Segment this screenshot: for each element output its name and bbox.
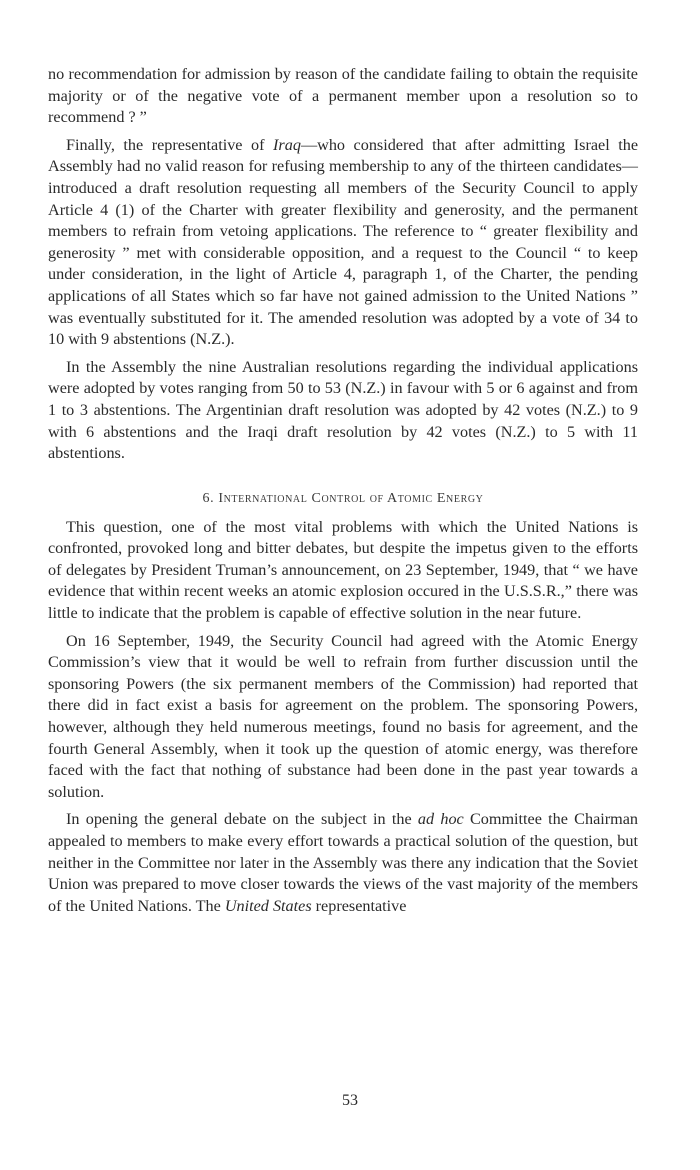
document-page — [48, 64, 638, 917]
text-run: Committee the Chairman appealed to members to make every effort towards a practical solution of the question, but neither in the Committee nor later in the Assembly was there any indication that the Soviet Union was prepared to move closer towards the views of the vast majority of the members of the United Nations. The — [48, 810, 639, 915]
italic-run: ad hoc — [417, 810, 464, 829]
text-run: —who considered that after admitting Israel the Assembly had no valid reason for refusing membership to any of the thirteen candidates—introduced a draft resolution requesting all members of the Security Council to apply Article 4 (1) of the Charter with greater flexibility and generosity, and the permanent members to refrain from vetoing applications. The reference to “ greater flexibility and generosity ” met with considerable opposition, and a request to the Council “ to keep under consideration, in the light of Article 4, paragraph 1, of the Charter, the pending applications of all States which so far have not gained admission to the United Nations ” was eventually substituted for it. The amended resolution was adopted by a vote of 34 to 10 with 9 abstentions (N.Z.). — [48, 135, 639, 349]
paragraph — [48, 809, 638, 917]
text-run: representative — [311, 896, 407, 915]
paragraph — [48, 64, 638, 129]
text-block-bottom — [48, 517, 638, 918]
italic-run: Iraq — [273, 135, 301, 154]
paragraph — [48, 135, 638, 351]
text-run: no recommendation for admission by reason of the candidate failing to obtain the requisite majority or of the negative vote of a permanent member upon a resolution so to recommend ? ” — [48, 65, 638, 127]
text-block-top — [48, 64, 638, 465]
text-run: This question, one of the most vital problems with which the United Nations is confronted, provoked long and bitter debates, but despite the impetus given to the efforts of delegates by President Truman’s announcement, on 23 September, 1949, that “ we have evidence that within recent weeks an atomic explosion occured in the U.S.S.R.,” there was little to indicate that the problem is capable of effective solution in the near future. — [48, 517, 638, 623]
text-run: Finally, the representative of — [66, 135, 274, 154]
paragraph — [48, 357, 638, 465]
paragraph — [48, 631, 638, 804]
section-heading: 6. International Control of Atomic Energy — [202, 490, 484, 506]
italic-run: United States — [224, 896, 312, 915]
text-run: On 16 September, 1949, the Security Council had agreed with the Atomic Energy Commission’s view that it would be well to refrain from further discussion until the sponsoring Powers (the six permanent members of the Commission) had reported that there did in fact exist a basis for agreement on the problem. The sponsoring Powers, however, although they held numerous meetings, found no basis for agreement, and the fourth General Assembly, when it took up the question of atomic energy, was therefore faced with the fact that nothing of substance had been done in the past year towards a solution. — [48, 631, 638, 801]
text-run: In opening the general debate on the subject in the — [66, 810, 418, 829]
paragraph — [48, 517, 638, 625]
page-number: 53 — [342, 1092, 358, 1109]
text-run: In the Assembly the nine Australian resolutions regarding the individual applications were adopted by votes ranging from 50 to 53 (N.Z.) in favour with 5 or 6 against and from 1 to 3 abstentions. The Argentinian draft resolution was adopted by 42 votes (N.Z.) to 9 with 6 abstentions and the Iraqi draft resolution by 42 votes (N.Z.) to 5 with 11 abstentions. — [48, 357, 638, 463]
